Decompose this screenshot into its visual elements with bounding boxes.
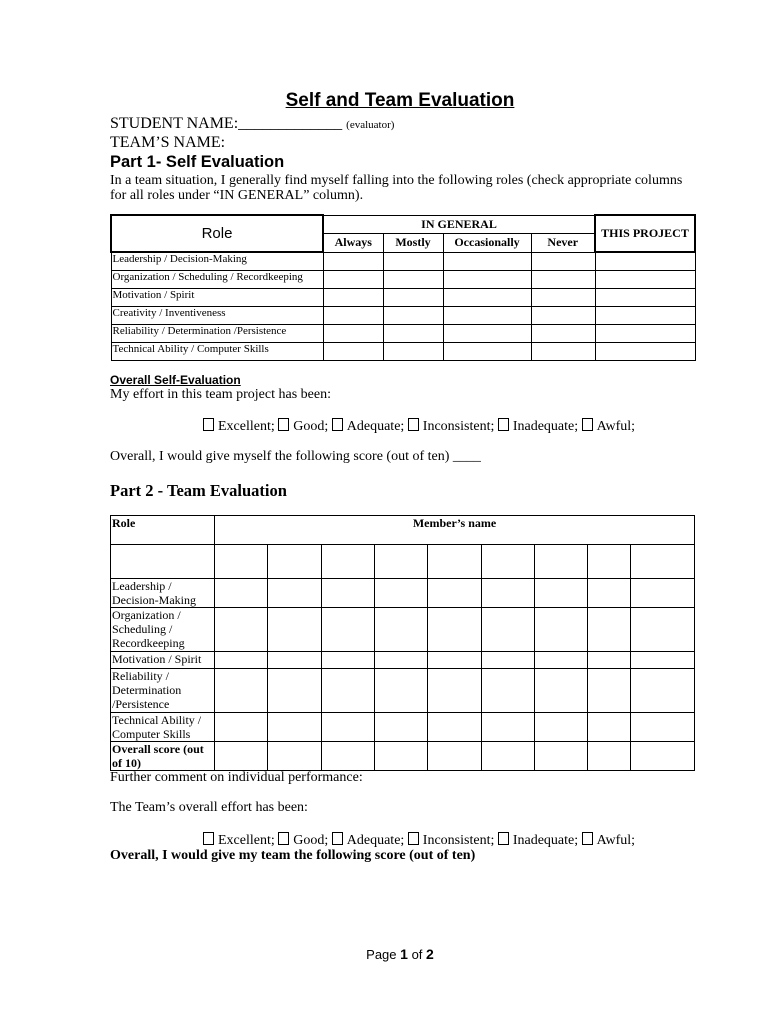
- choice-inadequate[interactable]: [498, 419, 578, 434]
- choice-label: Excellent;: [218, 833, 275, 848]
- role-label: Technical Ability / Computer Skills: [111, 713, 215, 742]
- score-cell[interactable]: [268, 713, 322, 742]
- check-cell[interactable]: [383, 343, 443, 361]
- check-cell[interactable]: [383, 252, 443, 271]
- score-cell[interactable]: [482, 742, 535, 771]
- choice-inconsistent[interactable]: [408, 833, 495, 848]
- overall-score-row: [111, 742, 695, 771]
- checkbox-icon: [203, 832, 214, 845]
- score-cell[interactable]: [428, 608, 482, 652]
- checkbox-icon: [332, 418, 343, 431]
- check-cell[interactable]: [531, 252, 595, 271]
- self-evaluation-table: [110, 214, 696, 361]
- role-header: Role: [111, 516, 215, 545]
- score-cell[interactable]: [428, 742, 482, 771]
- member-name-cell[interactable]: [375, 545, 428, 579]
- role-label: Creativity / Inventiveness: [111, 307, 323, 325]
- checkbox-icon: [582, 832, 593, 845]
- choice-awful[interactable]: [582, 833, 635, 848]
- table-row: [111, 252, 695, 271]
- score-cell[interactable]: [268, 579, 322, 608]
- role-label: Motivation / Spirit: [111, 652, 215, 669]
- part1-intro-line1: In a team situation, I generally find myself falling into the following roles (check appropriate columns: [110, 173, 683, 188]
- choice-awful[interactable]: [582, 419, 635, 434]
- choice-label: Adequate;: [346, 833, 405, 848]
- checkbox-icon: [498, 418, 509, 431]
- check-cell[interactable]: [595, 343, 695, 361]
- score-cell[interactable]: [322, 579, 375, 608]
- table-row: [111, 608, 695, 652]
- student-name-line: [110, 115, 394, 134]
- score-cell[interactable]: [535, 669, 588, 713]
- check-cell[interactable]: [323, 252, 383, 271]
- score-cell[interactable]: [631, 669, 695, 713]
- score-cell[interactable]: [322, 713, 375, 742]
- score-cell[interactable]: [322, 608, 375, 652]
- check-cell[interactable]: [531, 343, 595, 361]
- student-name-label: STUDENT NAME:_____________: [110, 115, 343, 132]
- checkbox-icon: [498, 832, 509, 845]
- score-cell[interactable]: [268, 669, 322, 713]
- role-label: Leadership / Decision-Making: [111, 252, 323, 271]
- score-cell[interactable]: [631, 608, 695, 652]
- member-name-cell[interactable]: [482, 545, 535, 579]
- of-word: of: [411, 947, 423, 962]
- choice-label: Inadequate;: [512, 833, 579, 848]
- part1-intro-line2: for all roles under “IN GENERAL” column).: [110, 188, 364, 203]
- check-cell[interactable]: [595, 252, 695, 271]
- part1-heading: Part 1- Self Evaluation: [110, 153, 285, 171]
- score-cell[interactable]: [322, 742, 375, 771]
- score-cell[interactable]: [375, 652, 428, 669]
- check-cell[interactable]: [595, 325, 695, 343]
- freq-always-header: Always: [323, 233, 383, 252]
- check-cell[interactable]: [383, 307, 443, 325]
- score-cell[interactable]: [428, 669, 482, 713]
- score-cell[interactable]: [588, 669, 631, 713]
- check-cell[interactable]: [443, 252, 531, 271]
- check-cell[interactable]: [531, 271, 595, 289]
- overall-score-label: Overall score (out of 10): [111, 742, 215, 771]
- score-cell[interactable]: [535, 742, 588, 771]
- score-cell[interactable]: [588, 713, 631, 742]
- check-cell[interactable]: [323, 307, 383, 325]
- score-cell[interactable]: [631, 652, 695, 669]
- member-name-cell[interactable]: [215, 545, 268, 579]
- check-cell[interactable]: [383, 271, 443, 289]
- team-effort-text: The Team’s overall effort has been:: [110, 800, 308, 815]
- choice-label: Adequate;: [346, 419, 405, 434]
- blank-cell: [111, 545, 215, 579]
- freq-never-header: Never: [531, 233, 595, 252]
- checkbox-icon: [582, 418, 593, 431]
- team-score-text: Overall, I would give my team the following score (out of ten): [110, 848, 476, 863]
- check-cell[interactable]: [443, 343, 531, 361]
- checkbox-icon: [332, 832, 343, 845]
- score-cell[interactable]: [631, 713, 695, 742]
- check-cell[interactable]: [323, 343, 383, 361]
- choice-label: Inconsistent;: [422, 833, 495, 848]
- score-cell[interactable]: [215, 742, 268, 771]
- score-cell[interactable]: [428, 713, 482, 742]
- overall-self-eval-heading: Overall Self-Evaluation: [110, 373, 241, 387]
- checkbox-icon: [408, 418, 419, 431]
- choice-label: Inconsistent;: [422, 419, 495, 434]
- team-effort-choices: [203, 832, 635, 849]
- score-cell[interactable]: [482, 579, 535, 608]
- role-label: Reliability / Determination /Persistence: [111, 325, 323, 343]
- checkbox-icon: [278, 832, 289, 845]
- table-row: [111, 713, 695, 742]
- choice-label: Good;: [293, 419, 329, 434]
- score-cell[interactable]: [215, 608, 268, 652]
- check-cell[interactable]: [595, 271, 695, 289]
- member-name-cell[interactable]: [268, 545, 322, 579]
- choice-excellent[interactable]: [203, 833, 275, 848]
- page-footer: [0, 946, 768, 962]
- check-cell[interactable]: [595, 289, 695, 307]
- page-word: Page: [366, 947, 397, 962]
- score-cell[interactable]: [588, 608, 631, 652]
- in-general-header: IN GENERAL: [323, 215, 595, 233]
- score-cell[interactable]: [535, 608, 588, 652]
- check-cell[interactable]: [531, 289, 595, 307]
- score-cell[interactable]: [268, 608, 322, 652]
- choice-inconsistent[interactable]: [408, 419, 495, 434]
- page-number: 1: [400, 946, 408, 962]
- table-row: [111, 669, 695, 713]
- freq-occasionally-header: Occasionally: [443, 233, 531, 252]
- freq-mostly-header: Mostly: [383, 233, 443, 252]
- page-total: 2: [426, 946, 434, 962]
- role-label: Organization / Scheduling / Recordkeeping: [111, 271, 323, 289]
- check-cell[interactable]: [443, 271, 531, 289]
- score-cell[interactable]: [322, 652, 375, 669]
- choice-adequate[interactable]: [332, 419, 405, 434]
- check-cell[interactable]: [323, 289, 383, 307]
- checkbox-icon: [278, 418, 289, 431]
- check-cell[interactable]: [443, 325, 531, 343]
- choice-label: Good;: [293, 833, 329, 848]
- score-cell[interactable]: [535, 579, 588, 608]
- role-label: Technical Ability / Computer Skills: [111, 343, 323, 361]
- table-row: [111, 652, 695, 669]
- score-cell[interactable]: [482, 608, 535, 652]
- score-cell[interactable]: [588, 579, 631, 608]
- member-name-header: Member’s name: [215, 516, 695, 545]
- score-cell[interactable]: [631, 579, 695, 608]
- score-cell[interactable]: [588, 742, 631, 771]
- table-row: [111, 325, 695, 343]
- member-name-cell[interactable]: [322, 545, 375, 579]
- document-title: Self and Team Evaluation: [285, 90, 515, 111]
- score-cell[interactable]: [215, 713, 268, 742]
- choice-label: Awful;: [596, 419, 636, 434]
- check-cell[interactable]: [595, 307, 695, 325]
- role-label: Reliability / Determination /Persistence: [111, 669, 215, 713]
- check-cell[interactable]: [323, 271, 383, 289]
- score-cell[interactable]: [482, 652, 535, 669]
- score-cell[interactable]: [631, 742, 695, 771]
- score-cell[interactable]: [375, 742, 428, 771]
- role-label: Motivation / Spirit: [111, 289, 323, 307]
- self-score-text: Overall, I would give myself the following score (out of ten) ____: [110, 449, 481, 464]
- choice-label: Inadequate;: [512, 419, 579, 434]
- table-row: [111, 289, 695, 307]
- check-cell[interactable]: [531, 307, 595, 325]
- further-comment-text: Further comment on individual performance:: [110, 770, 363, 785]
- score-cell[interactable]: [428, 652, 482, 669]
- choice-label: Awful;: [596, 833, 636, 848]
- score-cell[interactable]: [535, 713, 588, 742]
- score-cell[interactable]: [375, 579, 428, 608]
- check-cell[interactable]: [383, 289, 443, 307]
- score-cell[interactable]: [322, 669, 375, 713]
- choice-inadequate[interactable]: [498, 833, 578, 848]
- check-cell[interactable]: [323, 325, 383, 343]
- checkbox-icon: [408, 832, 419, 845]
- score-cell[interactable]: [588, 652, 631, 669]
- score-cell[interactable]: [482, 669, 535, 713]
- score-cell[interactable]: [375, 669, 428, 713]
- table-row: [111, 343, 695, 361]
- member-name-cell[interactable]: [428, 545, 482, 579]
- score-cell[interactable]: [268, 652, 322, 669]
- score-cell[interactable]: [215, 579, 268, 608]
- role-label: Organization / Scheduling / Recordkeeping: [111, 608, 215, 652]
- table-row: [111, 271, 695, 289]
- choice-label: Excellent;: [218, 419, 275, 434]
- score-cell[interactable]: [482, 713, 535, 742]
- team-evaluation-table: [110, 515, 695, 771]
- evaluator-note: (evaluator): [346, 119, 395, 131]
- this-project-header: THIS PROJECT: [595, 215, 695, 252]
- check-cell[interactable]: [531, 325, 595, 343]
- score-cell[interactable]: [535, 652, 588, 669]
- member-name-cell[interactable]: [588, 545, 631, 579]
- score-cell[interactable]: [215, 669, 268, 713]
- choice-good[interactable]: [278, 833, 328, 848]
- self-effort-choices: [203, 418, 635, 435]
- score-cell[interactable]: [215, 652, 268, 669]
- effort-text: My effort in this team project has been:: [110, 387, 331, 402]
- check-cell[interactable]: [443, 289, 531, 307]
- member-name-cell[interactable]: [535, 545, 588, 579]
- team-name-label: TEAM’S NAME:: [110, 134, 226, 151]
- score-cell[interactable]: [268, 742, 322, 771]
- member-name-cell[interactable]: [631, 545, 695, 579]
- choice-excellent[interactable]: [203, 419, 275, 434]
- table-row: [111, 579, 695, 608]
- part2-heading: Part 2 - Team Evaluation: [110, 481, 287, 500]
- checkbox-icon: [203, 418, 214, 431]
- score-cell[interactable]: [428, 579, 482, 608]
- member-names-row: [111, 545, 695, 579]
- score-cell[interactable]: [375, 713, 428, 742]
- role-label: Leadership / Decision-Making: [111, 579, 215, 608]
- table-row: [111, 307, 695, 325]
- role-header: Role: [111, 215, 323, 252]
- check-cell[interactable]: [383, 325, 443, 343]
- score-cell[interactable]: [375, 608, 428, 652]
- choice-adequate[interactable]: [332, 833, 405, 848]
- choice-good[interactable]: [278, 419, 328, 434]
- check-cell[interactable]: [443, 307, 531, 325]
